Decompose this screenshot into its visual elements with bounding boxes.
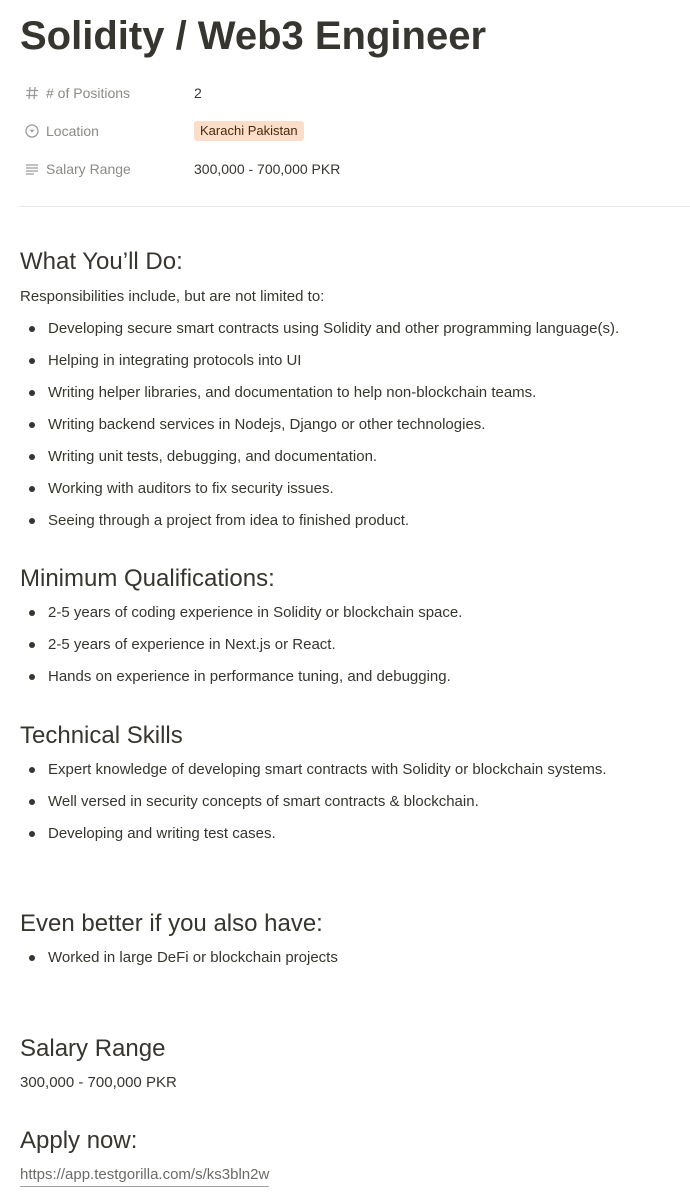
- property-value: [194, 121, 304, 141]
- list-item: Writing unit tests, debugging, and documentation.: [20, 446, 680, 478]
- bullet-icon: [29, 955, 35, 961]
- property-key: [20, 85, 194, 101]
- bullet-icon: [29, 390, 35, 396]
- heading-salary-range: Salary Range: [20, 1035, 166, 1062]
- bullet-icon: [29, 674, 35, 680]
- list-item: Developing secure smart contracts using Solidity and other programming language(s).: [20, 318, 680, 350]
- list-item: Writing helper libraries, and documentation to help non-blockchain teams.: [20, 382, 680, 414]
- text-lines-icon: [24, 161, 40, 177]
- bullet-icon: [29, 422, 35, 428]
- responsibilities-intro: Responsibilities include, but are not limited to:: [20, 288, 325, 305]
- property-salary[interactable]: [20, 150, 680, 188]
- heading-min-qualifications: Minimum Qualifications:: [20, 565, 275, 592]
- list-item: Working with auditors to fix security issues.: [20, 478, 680, 510]
- list-item: Expert knowledge of developing smart contracts with Solidity or blockchain systems.: [20, 759, 680, 791]
- list-item: Worked in large DeFi or blockchain projects: [20, 947, 680, 979]
- heading-even-better: Even better if you also have:: [20, 910, 323, 937]
- page-title: Solidity / Web3 Engineer: [20, 14, 487, 58]
- technical-skills-list: [20, 759, 680, 855]
- bullet-icon: [29, 518, 35, 524]
- location-tag[interactable]: Karachi Pakistan: [194, 121, 304, 141]
- list-item: Seeing through a project from idea to finished product.: [20, 510, 680, 542]
- list-item: 2-5 years of coding experience in Solidity or blockchain space.: [20, 602, 680, 634]
- qualifications-list: [20, 602, 680, 698]
- even-better-list: [20, 947, 680, 979]
- list-item: 2-5 years of experience in Next.js or React.: [20, 634, 680, 666]
- list-item: Hands on experience in performance tuning, and debugging.: [20, 666, 680, 698]
- property-positions[interactable]: [20, 74, 680, 112]
- property-value: 300,000 - 700,000 PKR: [194, 161, 341, 177]
- apply-link[interactable]: https://app.testgorilla.com/s/ks3bln2w: [20, 1164, 269, 1187]
- property-value: 2: [194, 85, 202, 101]
- property-key: [20, 161, 194, 177]
- bullet-icon: [29, 358, 35, 364]
- divider: [18, 206, 690, 207]
- bullet-icon: [29, 799, 35, 805]
- responsibilities-list: [20, 318, 680, 542]
- select-icon: [24, 123, 40, 139]
- bullet-icon: [29, 326, 35, 332]
- list-item: Writing backend services in Nodejs, Django or other technologies.: [20, 414, 680, 446]
- salary-range-text: 300,000 - 700,000 PKR: [20, 1074, 177, 1091]
- bullet-icon: [29, 454, 35, 460]
- bullet-icon: [29, 831, 35, 837]
- heading-technical-skills: Technical Skills: [20, 722, 183, 749]
- property-key: [20, 123, 194, 139]
- hash-icon: [24, 85, 40, 101]
- property-label: Salary Range: [46, 161, 131, 177]
- bullet-icon: [29, 610, 35, 616]
- property-label: # of Positions: [46, 85, 131, 101]
- bullet-icon: [29, 642, 35, 648]
- list-item: Well versed in security concepts of smart contracts & blockchain.: [20, 791, 680, 823]
- property-location[interactable]: [20, 112, 680, 150]
- list-item: Developing and writing test cases.: [20, 823, 680, 855]
- property-label: Location: [46, 123, 99, 139]
- list-item: Helping in integrating protocols into UI: [20, 350, 680, 382]
- heading-what-you-do: What You’ll Do:: [20, 248, 183, 275]
- bullet-icon: [29, 767, 35, 773]
- heading-apply-now: Apply now:: [20, 1127, 138, 1154]
- bullet-icon: [29, 486, 35, 492]
